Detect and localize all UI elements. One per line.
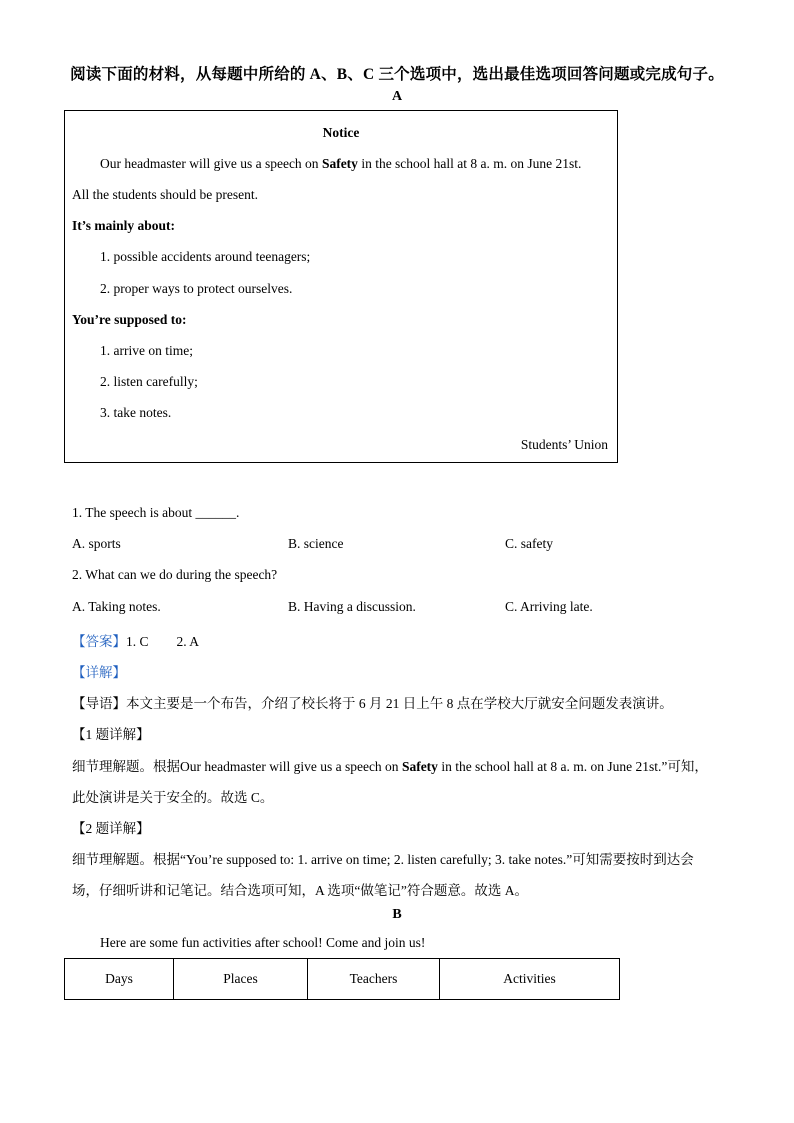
about-item: 1. possible accidents around teenagers; <box>100 249 311 264</box>
about-heading: It’s mainly about: <box>72 218 176 233</box>
answer-line <box>72 630 199 650</box>
answer-2: 2. A <box>176 634 200 649</box>
answer-tag: 【答案】 <box>72 634 126 649</box>
notice-para1-line2: All the students should be present. <box>72 187 258 202</box>
q2-detail-line2: 场，仔细听讲和记笔记。结合选项可知，A 选项“做笔记”符合题意。故选 A。 <box>72 883 528 898</box>
question-1-stem: 1. The speech is about ______. <box>72 505 240 520</box>
supposed-item: 2. listen carefully; <box>100 374 198 389</box>
question-1-option-c: C. safety <box>505 536 553 551</box>
table-header-cell: Places <box>174 959 308 1000</box>
notice-para1: Our headmaster will give us a speech on Safety in the school hall at 8 a. m. on June 21st. <box>100 156 582 171</box>
table-header-cell: Activities <box>440 959 620 1000</box>
q2-detail-tag: 【2 题详解】 <box>72 821 150 836</box>
supposed-item: 1. arrive on time; <box>100 343 193 358</box>
supposed-heading: You’re supposed to: <box>72 312 187 327</box>
about-item: 2. proper ways to protect ourselves. <box>100 281 293 296</box>
table-header-cell: Teachers <box>308 959 440 1000</box>
passage-b-intro: Here are some fun activities after school! Come and join us! <box>100 935 426 950</box>
question-2-stem: 2. What can we do during the speech? <box>72 567 278 582</box>
question-2-option-b: B. Having a discussion. <box>288 599 416 614</box>
notice-signature: Students’ Union <box>520 437 608 452</box>
question-1-option-b: B. science <box>288 536 344 551</box>
question-2-option-a: A. Taking notes. <box>72 599 161 614</box>
question-1-option-a: A. sports <box>72 536 121 551</box>
supposed-item: 3. take notes. <box>100 405 172 420</box>
q1-detail-tag: 【1 题详解】 <box>72 727 150 742</box>
notice-title: Notice <box>322 125 360 140</box>
guide-line: 【导语】本文主要是一个布告，介绍了校长将于 6 月 21 日上午 8 点在学校大厅就安全问题发表演讲。 <box>72 696 673 711</box>
activities-table <box>64 958 620 1000</box>
q1-detail-line2: 此处演讲是关于安全的。故选 C。 <box>72 790 274 805</box>
notice-box <box>64 110 618 463</box>
instruction: 阅读下面的材料，从每题中所给的 A、B、C 三个选项中，选出最佳选项回答问题或完成句子。 <box>70 66 724 83</box>
q1-detail-line1: 细节理解题。根据Our headmaster will give us a speech on Safety in the school hall at 8 a. m. on June 21st.”可知， <box>72 759 708 774</box>
answer-1: 1. C <box>126 634 149 649</box>
q2-detail-line1: 细节理解题。根据“You’re supposed to: 1. arrive on time; 2. listen carefully; 3. take notes.”可知需要按时到达会 <box>72 852 694 867</box>
passage-a-label: A <box>391 89 403 104</box>
detail-tag: 【详解】 <box>72 665 126 680</box>
table-header-row <box>65 959 620 1000</box>
table-header-cell: Days <box>65 959 174 1000</box>
passage-b-label: B <box>392 907 402 922</box>
question-2-option-c: C. Arriving late. <box>505 599 593 614</box>
